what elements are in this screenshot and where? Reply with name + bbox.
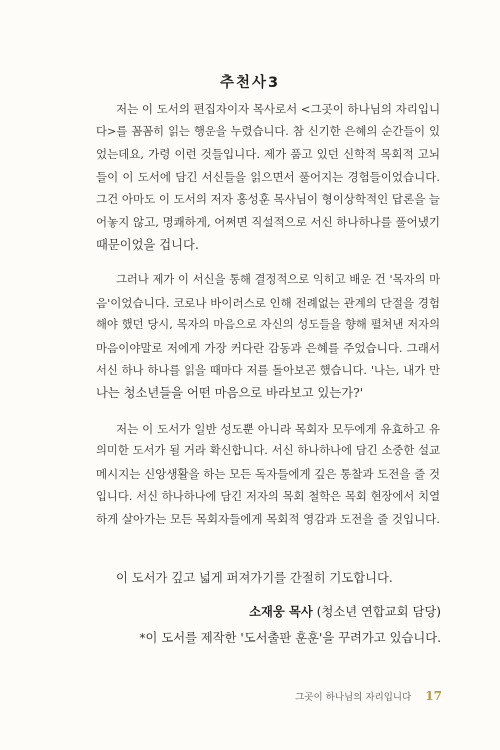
paragraph-3 xyxy=(96,418,440,531)
author-name: 소재웅 목사 xyxy=(249,605,313,619)
text-line: 들이 이 도서에 담긴 서신들을 읽으면서 풀어지는 경험들이었습니다. xyxy=(96,169,440,184)
text-line: 저는 이 도서의 편집자이자 목사로서 <그곳이 하나님의 자리입니 xyxy=(116,102,441,116)
signature-block xyxy=(139,599,441,651)
text-line: 의미한 도서가 될 거라 확신합니다. 서신 하나하나에 담긴 소중한 설교 xyxy=(96,444,440,458)
page-number: 17 xyxy=(425,689,442,703)
recommendation-body xyxy=(96,98,440,544)
page-heading: 추천사3 xyxy=(219,75,281,91)
text-line: 마음이야말로 저에게 가장 커다란 감동과 은혜를 주었습니다. 그래서 xyxy=(96,340,440,355)
text-line: 었는데요, 가령 이런 것들입니다. 제가 품고 있던 신학적 목회적 고뇌 xyxy=(96,147,440,162)
text-line: 음'이었습니다. 코로나 바이러스로 인해 전례없는 관계의 단절을 경험 xyxy=(96,295,440,310)
text-line: 때문이었을 겁니다. xyxy=(96,237,199,252)
running-title: 그곳이 하나님의 자리입니다 xyxy=(295,692,412,703)
author-affiliation: (청소년 연합교회 담당) xyxy=(316,605,441,619)
page-footer xyxy=(295,689,442,703)
text-line: 그러나 제가 이 서신을 통해 결정적으로 익히고 배운 건 '목자의 마 xyxy=(116,273,440,287)
paragraph-1 xyxy=(96,98,440,256)
text-line: 어놓지 않고, 명쾌하게, 어쩌면 직설적으로 서신 하나하나를 풀어냈기 xyxy=(96,214,440,229)
text-line: 해야 했던 당시, 목자의 마음으로 자신의 성도들을 향해 펼쳐낸 저자의 xyxy=(96,318,440,332)
closing-prayer: 이 도서가 깊고 넓게 퍼져가기를 간절히 기도합니다. xyxy=(116,571,393,585)
text-line: 다>를 꼼꼼히 읽는 행운을 누렸습니다. 참 신기한 은혜의 순간들이 있 xyxy=(96,124,440,138)
text-line: 저는 이 도서가 일반 성도뿐 아니라 목회자 모두에게 유효하고 유 xyxy=(116,421,440,436)
text-line: 서신 하나 하나를 읽을 때마다 저를 돌아보곤 했습니다. '나는, 내가 만 xyxy=(96,363,440,377)
signature-line xyxy=(139,599,441,625)
text-line: 메시지는 신앙생활을 하는 모든 독자들에게 깊은 통찰과 도전을 줄 것 xyxy=(96,466,440,481)
text-line: 입니다. 서신 하나하나에 담긴 저자의 목회 철학은 목회 현장에서 치열 xyxy=(96,489,440,503)
text-line: 그건 아마도 이 도서의 저자 홍성훈 목사님이 형이상학적인 답론을 늘 xyxy=(96,192,440,207)
text-line: 나는 청소년들을 어떤 마음으로 바라보고 있는가?' xyxy=(96,386,364,401)
text-line: 하게 살아가는 모든 목회자들에게 목회적 영감과 도전을 줄 것입니다. xyxy=(96,512,440,527)
paragraph-2 xyxy=(96,269,440,405)
publisher-note: *이 도서를 제작한 '도서출판 훈훈'을 꾸려가고 있습니다. xyxy=(139,631,441,645)
